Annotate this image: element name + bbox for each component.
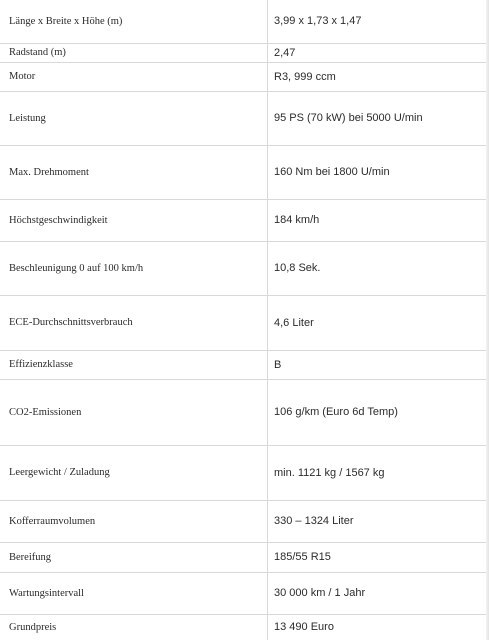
row-value: B: [268, 350, 489, 379]
row-label: Höchstgeschwindigkeit: [0, 199, 268, 241]
table-row: [0, 241, 489, 295]
row-label: Max. Drehmoment: [0, 145, 268, 199]
row-value: 185/55 R15: [268, 542, 489, 572]
table-row: [0, 350, 489, 379]
row-label: Leergewicht / Zuladung: [0, 445, 268, 500]
row-label: ECE-Durchschnittsverbrauch: [0, 295, 268, 350]
table-row: [0, 0, 489, 43]
row-label: Beschleunigung 0 auf 100 km/h: [0, 241, 268, 295]
table-row: [0, 500, 489, 542]
table-row: [0, 295, 489, 350]
row-value: 13 490 Euro: [274, 621, 334, 634]
row-label: Leistung: [0, 91, 268, 145]
row-label: Motor: [0, 62, 268, 91]
row-value: min. 1121 kg / 1567 kg: [268, 445, 489, 500]
row-label: CO2-Emissionen: [0, 379, 268, 445]
table-row: [0, 145, 489, 199]
row-label: Wartungsintervall: [0, 572, 268, 614]
table-row: [0, 614, 489, 640]
row-value: 4,6 Liter: [268, 295, 489, 350]
row-value: 106 g/km (Euro 6d Temp): [268, 379, 489, 445]
row-value: 10,8 Sek.: [268, 241, 489, 295]
table-row: [0, 62, 489, 91]
row-value: R3, 999 ccm: [268, 62, 489, 91]
row-label: Bereifung: [0, 542, 268, 572]
row-value: 30 000 km / 1 Jahr: [268, 572, 489, 614]
row-value: 160 Nm bei 1800 U/min: [268, 145, 489, 199]
row-label: Grundpreis: [0, 614, 268, 640]
row-label: Effizienzklasse: [0, 350, 268, 379]
table-row: [0, 445, 489, 500]
table-row: [0, 199, 489, 241]
row-label: Kofferraumvolumen: [0, 500, 268, 542]
row-value: 3,99 x 1,73 x 1,47: [268, 0, 489, 43]
row-label: Länge x Breite x Höhe (m): [0, 0, 268, 43]
row-value: 330 – 1324 Liter: [268, 500, 489, 542]
row-value: 2,47: [268, 43, 489, 62]
table-row: [0, 542, 489, 572]
row-value: 184 km/h: [268, 199, 489, 241]
row-value: 95 PS (70 kW) bei 5000 U/min: [268, 91, 489, 145]
row-label: Radstand (m): [0, 43, 268, 62]
table-row: [0, 91, 489, 145]
table-row: [0, 43, 489, 62]
table-row: [0, 379, 489, 445]
table-row: [0, 572, 489, 614]
